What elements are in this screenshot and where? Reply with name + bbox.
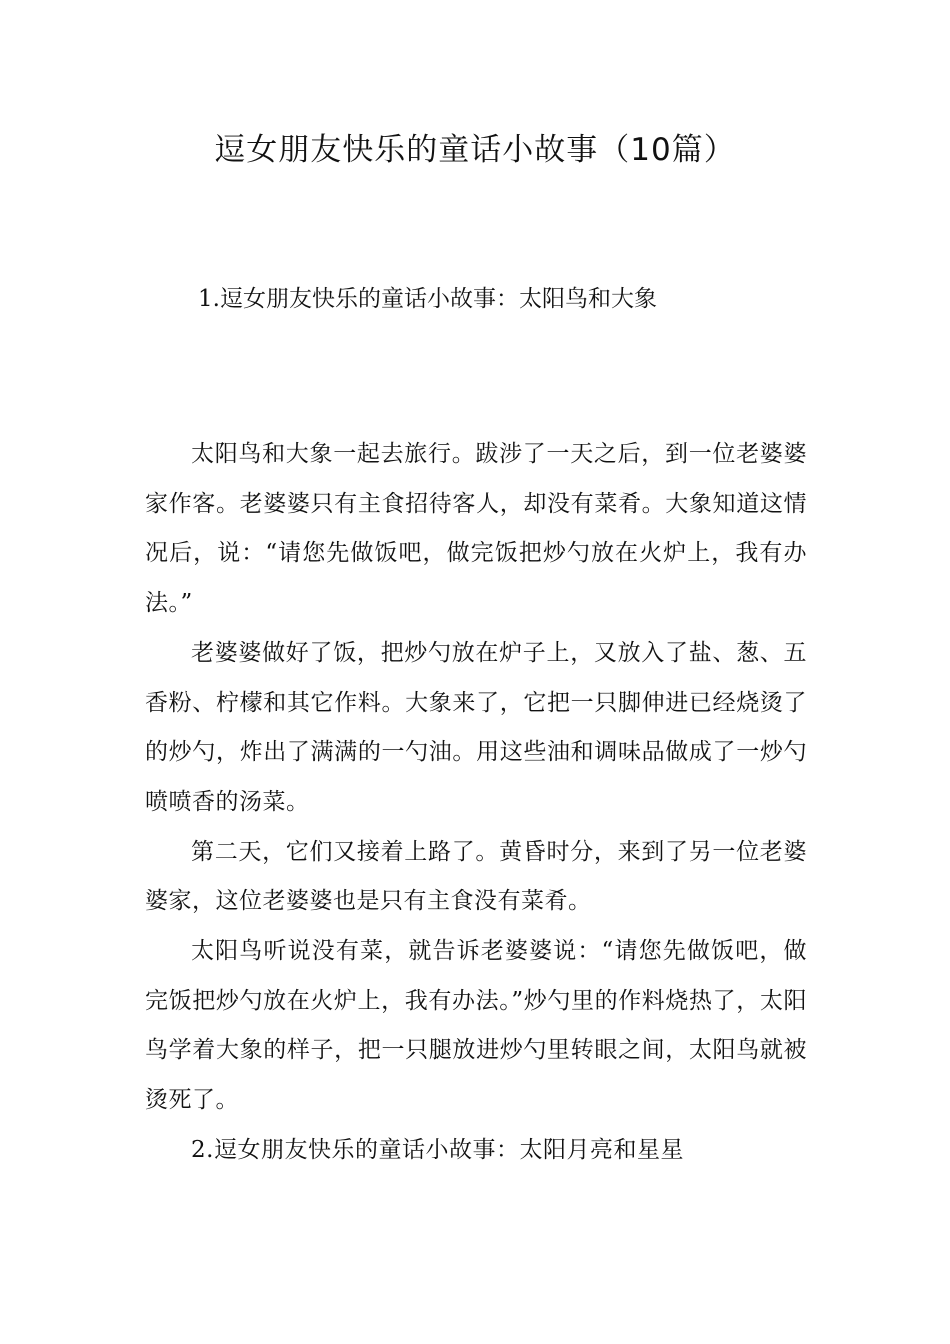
section-heading-1: 1.逗女朋友快乐的童话小故事：太阳鸟和大象 xyxy=(198,286,657,312)
paragraph: 第二天，它们又接着上路了。黄昏时分，来到了另一位老婆婆家，这位老婆婆也是只有主食没有菜肴。 xyxy=(145,838,807,915)
paragraph: 老婆婆做好了饭，把炒勺放在炉子上，又放入了盐、葱、五香粉、柠檬和其它作料。大象来了，它把一只脚伸进已经烧烫了的炒勺，炸出了满满的一勺油。用这些油和调味品做成了一炒勺喷喷香的汤菜。 xyxy=(145,639,807,815)
section-heading-2: 2.逗女朋友快乐的童话小故事：太阳月亮和星星 xyxy=(191,1136,684,1163)
story-body xyxy=(145,430,807,1176)
paragraph: 太阳鸟和大象一起去旅行。跋涉了一天之后，到一位老婆婆家作客。老婆婆只有主食招待客人，却没有菜肴。大象知道这情况后，说：“请您先做饭吧，做完饭把炒勺放在火炉上，我有办法。” xyxy=(145,441,807,617)
document-title: 逗女朋友快乐的童话小故事（10篇） xyxy=(214,132,736,168)
paragraph: 太阳鸟听说没有菜，就告诉老婆婆说：“请您先做饭吧，做完饭把炒勺放在火炉上，我有办法。”炒勺里的作料烧热了，太阳鸟学着大象的样子，把一只腿放进炒勺里转眼之间，太阳鸟就被烫死了。 xyxy=(145,938,807,1114)
